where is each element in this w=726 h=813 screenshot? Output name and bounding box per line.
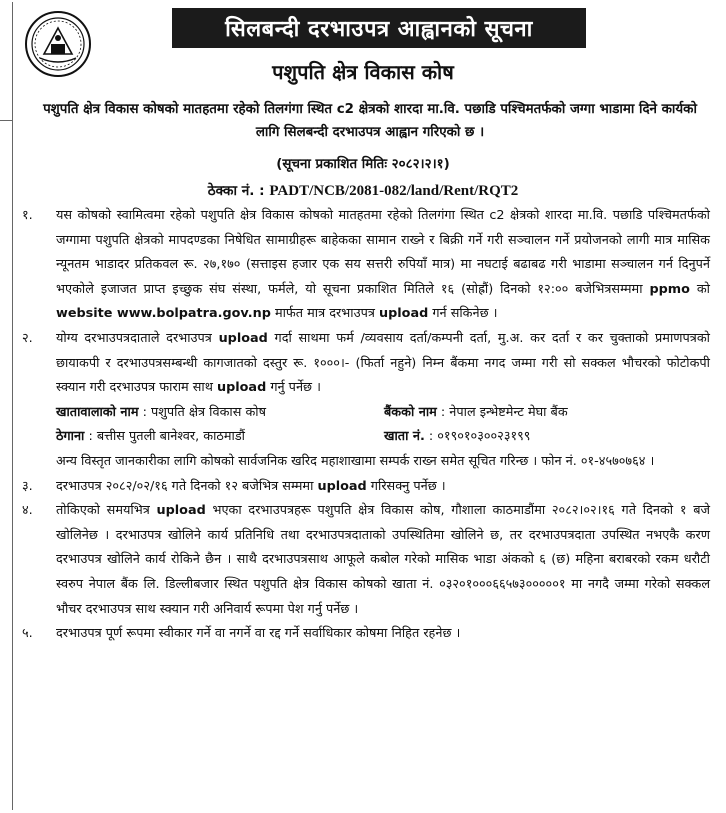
notice-title-banner: सिलबन्दी दरभाउपत्र आह्वानको सूचना [172, 8, 586, 48]
account-holder-value: : पशुपति क्षेत्र विकास कोष [142, 404, 266, 420]
item-number: १. [22, 208, 33, 223]
account-number-value: : ०१९०१०३००२३१९९ [428, 429, 531, 445]
item-text: गर्दा साथमा फर्म /व्यवसाय दर्ता/कम्पनी दर्ता, मु.अ. कर दर्ता र कर चुक्ताको प्रमाणपत्रको छायाकपी र दरभाउपत्रसम्बन्धी कागजातको दस्तुर रू. १०००।- (फिर्ता नहुने) निम्न बैंकमा नगद जम्मा गरी सो सक्कल भौचरको फोटोकपी स्क्यान गरी दरभाउपत्र फाराम साथ [56, 330, 710, 396]
item-bold-text: upload [379, 306, 429, 322]
list-item-4 [20, 499, 710, 622]
list-item-2 [20, 327, 710, 475]
contract-ref-number: PADT/NCB/2081-082/land/Rent/RQT2 [269, 183, 519, 199]
account-holder-label: खातावालाको नाम [56, 404, 139, 420]
item-text: तोकिएको समयभित्र [56, 503, 150, 519]
bank-account-details [56, 401, 710, 450]
list-item-5 [20, 622, 710, 647]
item-text: को [696, 281, 710, 297]
account-number [384, 425, 726, 450]
list-item-3 [20, 475, 710, 500]
item-text: दरभाउपत्र २०८२/०२/१६ गते दिनको १२ बजेभित्र सम्ममा [56, 478, 314, 494]
item-text: गर्नु पर्नेछ । [270, 380, 321, 396]
item-number: २. [22, 330, 33, 346]
bank-address-value: : बत्तीस पुतली बानेश्वर, काठमाडौं [88, 429, 245, 445]
item-bold-text: upload [317, 478, 367, 494]
publish-date: (सूचना प्रकाशित मितिः २०८२।२।१) [276, 157, 450, 172]
item-bold-text: ppmo [649, 281, 690, 297]
intro-paragraph: पशुपति क्षेत्र विकास कोषको मातहतमा रहेको तिलगंगा स्थित c2 क्षेत्रको शारदा मा.वि. पछाडि पश्चिमतर्फको जग्गा भाडामा दिने कार्यको लागि सिलबन्दी दरभाउपत्र आह्वान गरिएको छ । [43, 102, 697, 140]
contract-reference [0, 180, 726, 200]
account-number-label: खाता नं. [384, 429, 425, 445]
item-text: मार्फत मात्र दरभाउपत्र [274, 306, 375, 322]
item-text: गरिसक्नु पर्नेछ । [370, 478, 446, 494]
item-bold-text: upload [216, 380, 267, 396]
website-link[interactable]: website www.bolpatra.gov.np [56, 306, 271, 322]
account-holder [56, 401, 384, 426]
bank-address [56, 425, 384, 450]
item-text: दरभाउपत्र पूर्ण रूपमा स्वीकार गर्ने वा नगर्ने वा रद्द गर्ने सर्वाधिकार कोषमा निहित रहनेछ । [56, 626, 461, 642]
bank-name-value: : नेपाल इन्भेष्टमेन्ट मेघा बैंक [440, 404, 568, 420]
bank-name [384, 401, 726, 426]
contract-ref-label: ठेक्का नं. : [207, 183, 265, 199]
item-text: यस कोषको स्वामित्वमा रहेको पशुपति क्षेत्र विकास कोषको मातहतमा रहेको तिलगंगा स्थित c2 क्षेत्रको शारदा मा.वि. पछाडि पश्चिमतर्फको जग्गामा पशुपति क्षेत्रको मापदण्डका निषेधित सामाग्रीहरू बाहेकका सामान राख्ने र बिक्री गर्ने गरी सञ्चालन गर्ने प्रयोजनको लागी मात्र मासिक न्यूनतम भाडादर प्रतिकवल रू. २७,१७० (सत्ताइस हजार एक सय सत्तरी रुपियाँ मात्र) मा नघटाई बढाबढ गरी भाडामा सञ्चालन गर्न दिनुपर्ने भएकोले इजाजत प्राप्त इच्छुक संघ संस्था, फर्मले, यो सूचना प्रकाशित मितिले १६ (सोह्रौं) दिनको १२:०० बजेभित्रसम्ममा [56, 208, 710, 297]
page-edge-line [0, 120, 12, 121]
conditions-list [20, 204, 710, 647]
item-bold-text: upload [218, 330, 268, 346]
item-number: ३. [22, 478, 33, 494]
item-text: योग्य दरभाउपत्रदाताले दरभाउपत्र [56, 330, 212, 346]
item-number: ५. [22, 626, 33, 642]
item-bold-text: upload [156, 503, 206, 519]
item-text: अन्य विस्तृत जानकारीका लागि कोषको सार्वजनिक खरिद महाशाखामा सम्पर्क राख्न समेत सूचित गरिन्छ । फोन नं. ०१-४५७०७६४ । [56, 453, 655, 469]
item-number: ४. [22, 503, 33, 519]
bank-address-label: ठेगाना [56, 429, 85, 445]
item-text: गर्न सकिनेछ । [432, 306, 498, 322]
item-text: भएका दरभाउपत्रहरू पशुपति क्षेत्र विकास कोष, गौशाला काठमाडौंमा २०८२।०२।१६ गते दिनको १ बजे खोलिनेछ । दरभाउपत्र खोलिने कार्य प्रतिनिधि तथा दरभाउपत्रदाताको उपस्थितिमा खोलिने छ, तर दरभाउपत्रदाता उपस्थित नभएकै करण दरभाउपत्र खोलिने कार्य रोकिने छैन । साथै दरभाउपत्रसाथ आफूले कबोल गरेको मासिक भाडा अंकको ६ (छ) महिना बराबरको रकम धरौटी स्वरुप नेपाल बैंक लि. डिल्लीबजार स्थित पशुपति क्षेत्र विकास कोषको खाता नं. ०३२०१०००६६५७३०००००१ मा नगदै जम्मा गरेको सक्कल भौचर दरभाउपत्र साथ स्क्यान गरी अनिवार्य रूपमा पेश गर्नु पर्नेछ । [56, 503, 710, 617]
organization-name: पशुपति क्षेत्र विकास कोष [272, 60, 454, 84]
list-item-1 [20, 204, 710, 327]
bank-name-label: बैंकको नाम [384, 404, 437, 420]
